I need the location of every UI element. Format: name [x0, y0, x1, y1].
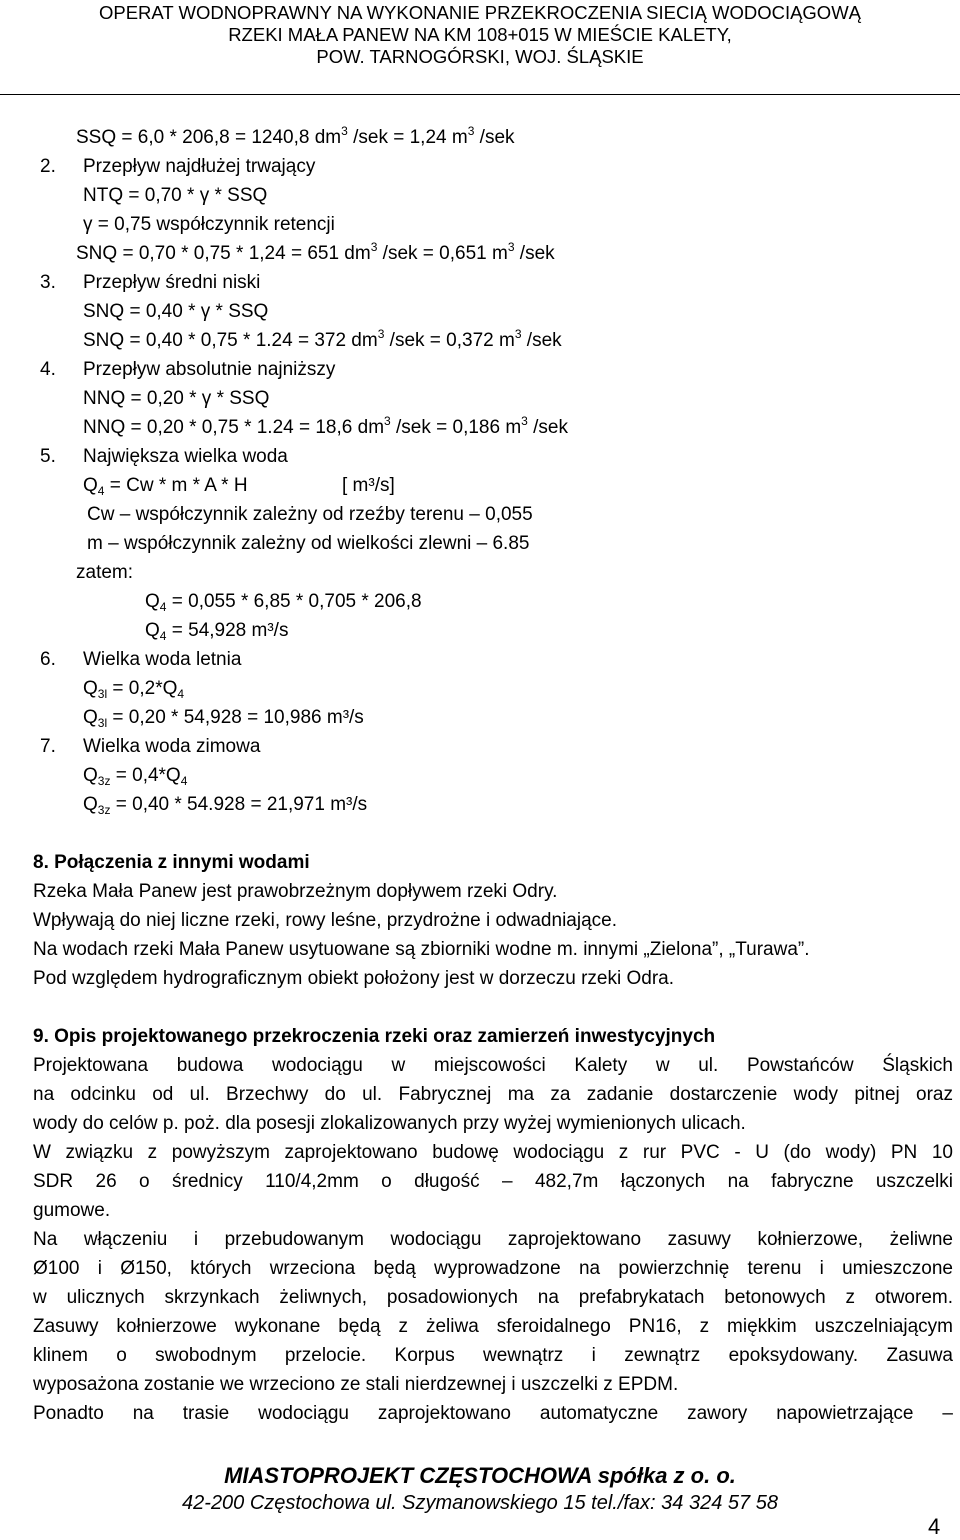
paragraph-line: Wpływają do niej liczne rzeki, rowy leśne, przydrożne i odwadniające. — [33, 910, 617, 931]
formula-line: $Q_{3z} = 0,40 * 54.928 = 21,971$ m³/s — [83, 794, 368, 817]
paragraph-line: Projektowana budowa wodociągu w miejscowości Kalety w ul. Powstańców Śląskich — [33, 1055, 953, 1076]
item-title: Wielka woda zimowa — [83, 736, 261, 757]
paragraph-line: Na włączeniu i przebudowanym wodociągu zaprojektowano zasuwy kołnierzowe, żeliwne — [33, 1229, 953, 1250]
formula-line: γ = 0,75 współczynnik retencji — [83, 214, 335, 235]
unit-label: [ m³/s] — [342, 475, 395, 496]
formula-line: $Q_4 = 0,055 * 6,85 * 0,705 * 206,8$ — [145, 591, 422, 614]
paragraph-line: w ulicznych skrzynkach żeliwnych, posadowionych na prefabrykatach betonowych z otworem. — [33, 1287, 953, 1308]
footer-company: MIASTOPROJEKT CZĘSTOCHOWA spółka z o. o. — [224, 1463, 736, 1488]
section-9-heading: 9. Opis projektowanego przekroczenia rzeki oraz zamierzeń inwestycyjnych — [33, 1026, 716, 1047]
header-line-1: OPERAT WODNOPRAWNY NA WYKONANIE PRZEKROCZENIA SIECIĄ WODOCIĄGOWĄ — [98, 2, 861, 23]
item-number: 6. — [40, 649, 56, 670]
ssq-formula: SSQ = 6,0 * 206,8 = 1240,8 $dm^3$ /sek = 1,24 $m^3$ /sek — [76, 124, 515, 148]
header-divider — [0, 94, 960, 95]
section-8-body — [33, 880, 953, 996]
zatem-label: zatem: — [76, 562, 134, 583]
formula-line: $Q_4 = 54,928$ m³/s — [145, 620, 289, 643]
item-title: Przepływ średni niski — [83, 272, 261, 293]
formula-line: SNQ = 0,40 * γ * SSQ — [83, 301, 269, 322]
header-line-2: RZEKI MAŁA PANEW NA KM 108+015 W MIEŚCIE KALETY, — [228, 24, 732, 45]
paragraph-line: Pod względem hydrograficznym obiekt położony jest w dorzeczu rzeki Odra. — [33, 968, 675, 989]
paragraph-line: wyposażona zostanie we wrzeciono ze stali nierdzewnej i uszczelki z EPDM. — [33, 1374, 679, 1395]
formula-line: SNQ = 0,70 * 0,75 * 1,24 = 651 $dm^3$ /sek = 0,651 $m^3$ /sek — [76, 240, 555, 264]
item-number: 3. — [40, 272, 56, 293]
paragraph-line: SDR 26 o średnicy 110/4,2mm o długość – 482,7m łączonych na fabryczne uszczelki — [33, 1171, 953, 1192]
header-line-3: POW. TARNOGÓRSKI, WOJ. ŚLĄSKIE — [316, 46, 644, 67]
item-number: 7. — [40, 736, 56, 757]
paragraph-line: gumowe. — [33, 1200, 111, 1221]
paragraph-line: W związku z powyższym zaprojektowano budowę wodociągu z rur PVC - U (do wody) PN 10 — [33, 1142, 953, 1163]
paragraph-line: Ponadto na trasie wodociągu zaprojektowano automatyczne zawory napowietrzające – — [33, 1403, 953, 1424]
definition-line: m – współczynnik zależny od wielkości zlewni – 6.85 — [87, 533, 530, 554]
section-8-heading: 8. Połączenia z innymi wodami — [33, 852, 310, 873]
paragraph-line: Zasuwy kołnierzowe wykonane będą z żeliwa sferoidalnego PN16, z miękkim uszczelniającym — [33, 1316, 953, 1337]
formula-line: NNQ = 0,20 * γ * SSQ — [83, 388, 270, 409]
paragraph-line: Na wodach rzeki Mała Panew usytuowane są zbiorniki wodne m. innymi „Zielona”, „Turawa”. — [33, 939, 810, 960]
paragraph-line: na odcinku od ul. Brzechwy do ul. Fabrycznej ma za zadanie dostarczenie wody pitnej oraz — [33, 1084, 953, 1105]
item-title: Przepływ absolutnie najniższy — [83, 359, 336, 380]
paragraph-line: Rzeka Mała Panew jest prawobrzeżnym dopływem rzeki Odry. — [33, 881, 558, 902]
item-number: 5. — [40, 446, 56, 467]
definition-line: Cw – współczynnik zależny od rzeźby terenu – 0,055 — [87, 504, 533, 525]
formula-line: $Q_4 = Cw * m * A * H$ — [83, 475, 248, 498]
section-9-body — [33, 1054, 953, 1431]
item-title: Największa wielka woda — [83, 446, 288, 467]
item-title: Przepływ najdłużej trwający — [83, 156, 316, 177]
paragraph-line: klinem o swobodnym przelocie. Korpus wewnątrz i zewnątrz epoksydowany. Zasuwa — [33, 1345, 953, 1366]
footer-address: 42-200 Częstochowa ul. Szymanowskiego 15 tel./fax: 34 324 57 58 — [182, 1492, 778, 1514]
paragraph-line: wody do celów p. poż. dla posesji zlokalizowanych przy wyżej wymienionych ulicach. — [33, 1113, 746, 1134]
formula-line: $Q_{3z} = 0,4*Q_4$ — [83, 765, 188, 788]
formula-line: $Q_{3l} = 0,2*Q_4$ — [83, 678, 185, 701]
paragraph-line: Ø100 i Ø150, których wrzeciona będą wyprowadzone na powierzchnię terenu i umieszczone — [33, 1258, 953, 1279]
formula-line: SNQ = 0,40 * 0,75 * 1.24 = 372 $dm^3$ /sek = 0,372 $m^3$ /sek — [83, 327, 562, 351]
formula-line: NTQ = 0,70 * γ * SSQ — [83, 185, 268, 206]
item-number: 2. — [40, 156, 56, 177]
item-number: 4. — [40, 359, 56, 380]
page-number: 4 — [928, 1514, 941, 1539]
formula-line: $Q_{3l} = 0,20 * 54,928 = 10,986$ m³/s — [83, 707, 364, 730]
item-title: Wielka woda letnia — [83, 649, 242, 670]
formula-line: NNQ = 0,20 * 0,75 * 1.24 = 18,6 $dm^3$ /sek = 0,186 $m^3$ /sek — [83, 414, 568, 438]
